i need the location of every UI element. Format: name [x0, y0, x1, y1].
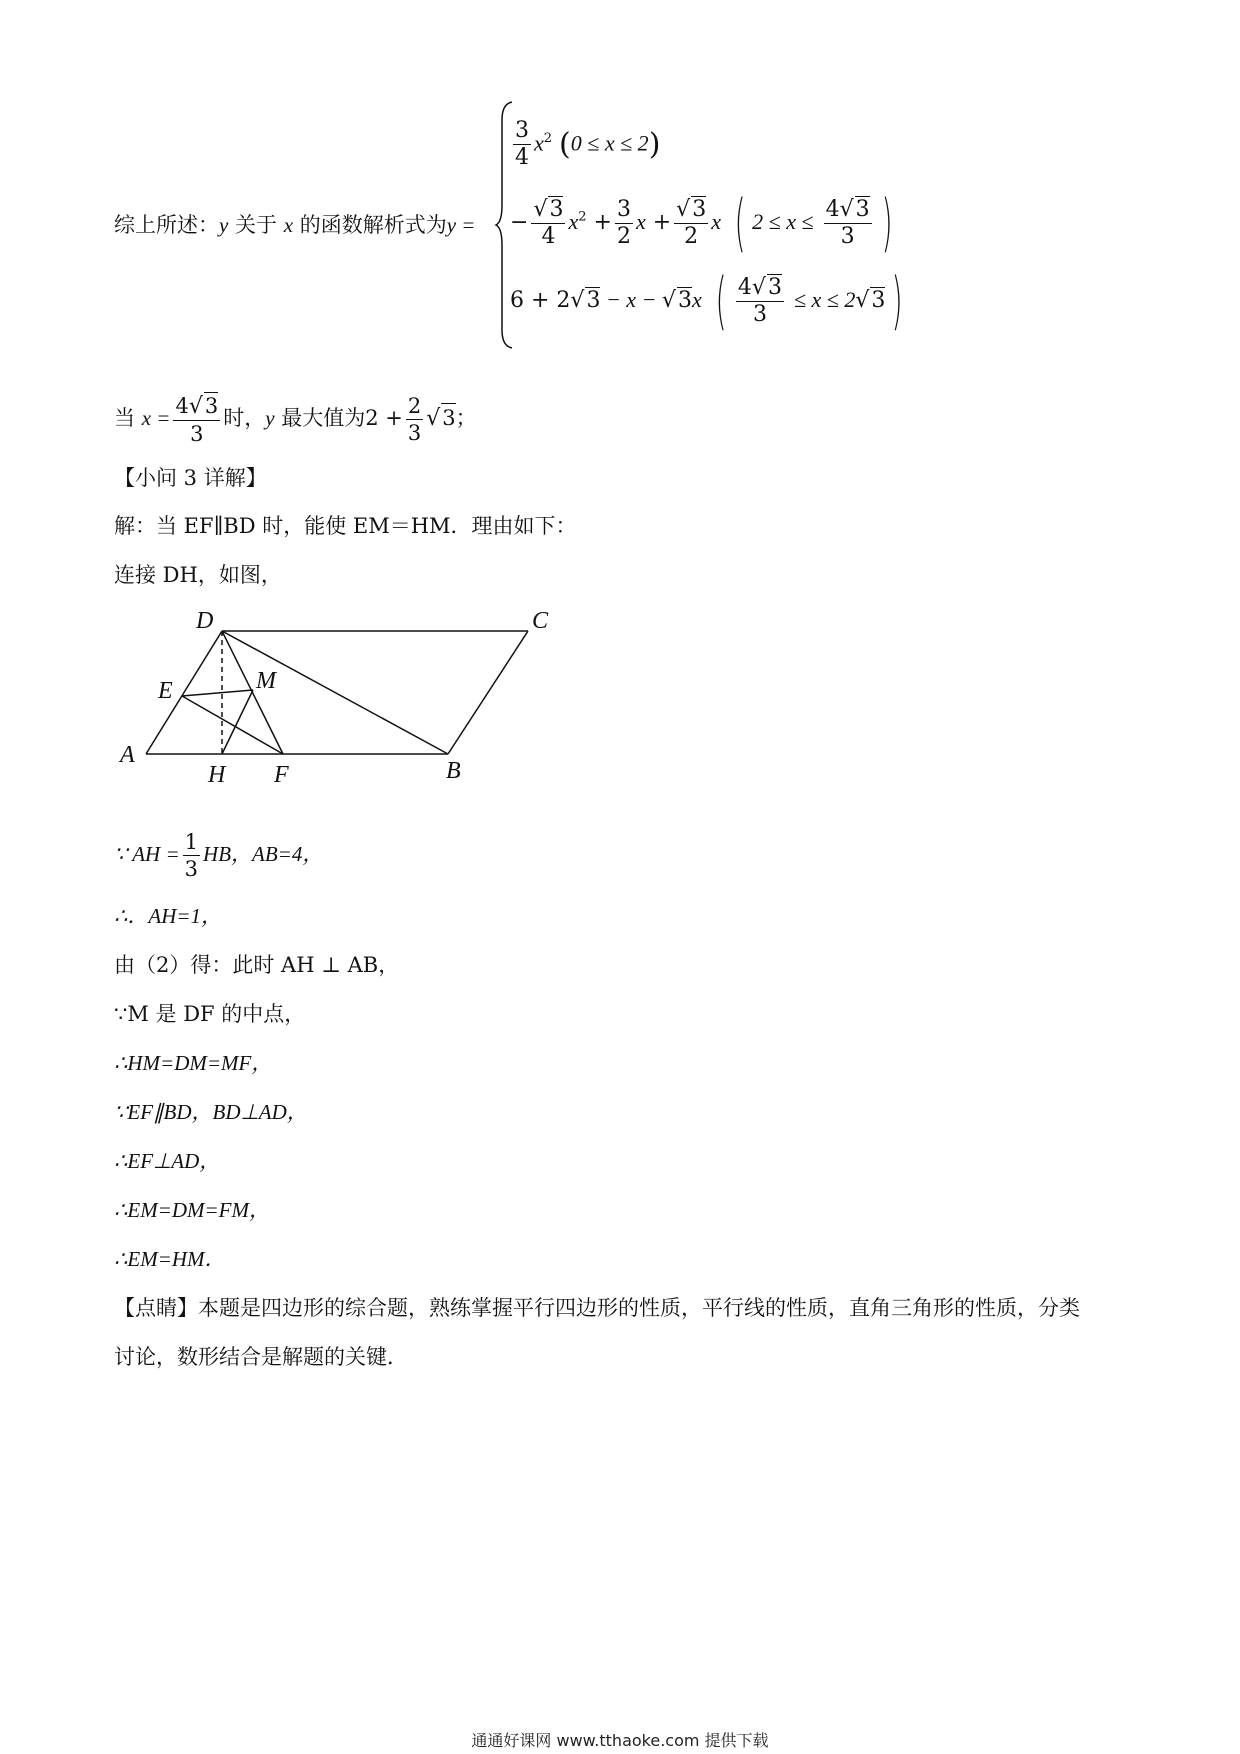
text-line-11: ∴EM=HM．: [114, 1247, 226, 1271]
piecewise-case-1: $\frac{3}{4}$ $x^2$ (0 ≤ x ≤ 2): [515, 118, 661, 170]
max-value-line: 当 x = $\frac{4√3}{3}$ 时，y 最大值为2 + $\frac{2}{3}$ √3；: [114, 394, 477, 446]
segment-em: [182, 690, 253, 696]
label-m: M: [256, 668, 276, 694]
label-c: C: [532, 608, 549, 634]
case2-range-left: 2 ≤ x ≤: [752, 209, 814, 234]
section-title: 【小问 3 详解】: [114, 466, 267, 490]
segment-cb: [448, 631, 528, 754]
label-a: A: [120, 742, 135, 768]
summary-line: [114, 211, 475, 239]
text-line-2: 连接 DH，如图，: [114, 563, 282, 587]
max-x-value: $\frac{4√3}{3}$: [175, 394, 219, 446]
case2-term2: $\frac{3}{2}$: [616, 196, 631, 249]
case3-range-right: ≤ x ≤ 2: [793, 287, 856, 312]
commentary-line-2: 讨论，数形结合是解题的关键．: [114, 1345, 408, 1369]
text-line-9: ∴EF⊥AD，: [114, 1149, 221, 1173]
case1-range: 0 ≤ x ≤ 2: [570, 130, 649, 156]
text-line-7: ∴HM=DM=MF，: [114, 1051, 273, 1075]
commentary-line-1: 【点睛】本题是四边形的综合题，熟练掌握平行四边形的性质，平行线的性质，直角三角形的性质，分类: [114, 1296, 1080, 1320]
label-e: E: [158, 678, 173, 704]
piecewise-case-2: − $\frac{√3}{4}$ $x^2$ + $\frac{3}{2}$ x + $\frac{√3}{2}$ x ( 2 ≤ x ≤ $\frac{4√3}{3}$ ): [510, 186, 893, 259]
summary-prefix: 综上所述：: [114, 213, 219, 237]
piecewise-case-3: 6 + 2√3 − x − √3x ( $\frac{4√3}{3}$ ≤ x ≤ 2√3 ): [510, 264, 903, 337]
label-f: F: [274, 762, 289, 788]
text-line-8: ∵EF∥BD，BD⊥AD，: [114, 1100, 308, 1124]
case1-coef: $\frac{3}{4}$: [515, 118, 529, 170]
label-b: B: [446, 758, 461, 784]
label-d: D: [196, 608, 214, 634]
max-y-value: $\frac{2}{3}$: [407, 394, 422, 445]
text-line-4: ∴．AH=1，: [114, 904, 223, 928]
summary-rest: 的函数解析式为: [299, 213, 447, 237]
text-line-3: ∵ AH = $\frac{1}{3}$ HB，AB=4，: [114, 830, 324, 881]
case2-term3: $\frac{√3}{2}$: [676, 197, 707, 249]
ah-fraction: $\frac{1}{3}$: [184, 830, 199, 881]
summary-lhs: y =: [446, 213, 476, 237]
summary-x: x: [283, 213, 294, 237]
parallelogram-figure: [110, 600, 570, 790]
label-h: H: [208, 762, 226, 788]
case2-term1: $\frac{√3}{4}$: [533, 197, 564, 249]
case3-range-bound: $\frac{4√3}{3}$: [737, 275, 782, 327]
footer-source: 通通好课网 www.tthaoke.com 提供下载: [471, 1731, 769, 1750]
text-line-6: ∵M 是 DF 的中点，: [114, 1002, 306, 1026]
text-line-1: 解：当 EF∥BD 时，能使 EM＝HM．理由如下：: [114, 514, 577, 538]
case2-range-bound: $\frac{4√3}{3}$: [825, 197, 870, 249]
summary-about: 关于: [235, 213, 278, 237]
text-line-10: ∴EM=DM=FM，: [114, 1198, 271, 1222]
summary-y: y: [219, 213, 229, 237]
text-line-5: 由（2）得：此时 AH ⊥ AB，: [114, 953, 400, 977]
